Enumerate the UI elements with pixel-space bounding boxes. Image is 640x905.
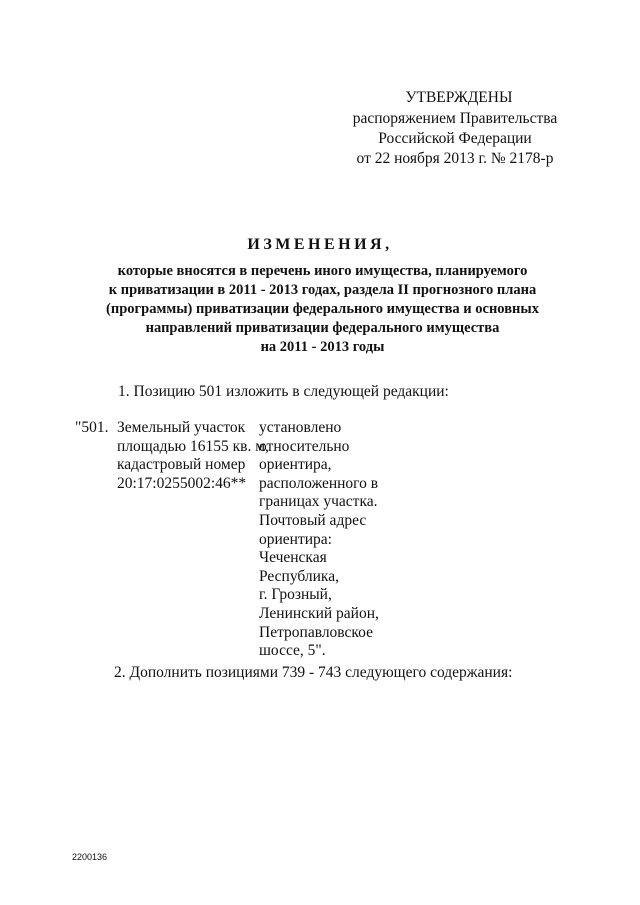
description-line: Земельный участок [117,419,246,436]
document-code: 2200136 [72,852,108,862]
approval-stamp [350,88,560,169]
location-line: ориентира, [259,456,332,474]
document-title: ИЗМЕНЕНИЯ, [247,236,393,253]
location-line: г. Грозный, [259,586,332,604]
approval-line: от 22 ноября 2013 г. № 2178-р [356,150,554,167]
description-line: кадастровый номер [117,456,246,474]
location-line: установлено [259,419,342,436]
document-subtitle [80,262,565,357]
subtitle-line: которые вносятся в перечень иного имущества, планируемого [117,263,528,279]
location-line: ориентира: [259,530,332,548]
location-line: границах участка. [259,493,378,511]
location-line: Республика, [259,567,339,585]
position-description [117,419,269,493]
location-line: Ленинский район, [259,604,379,622]
description-line: 20:17:0255002:46** [117,474,247,492]
approval-line: распоряжением Правительства [352,110,558,127]
subtitle-line: (программы) приватизации федерального имущества и основных [106,301,539,317]
subtitle-line: направлений приватизации федерального имущества [145,320,500,336]
location-line: Почтовый адрес [259,511,367,529]
subtitle-line: на 2011 - 2013 годы [260,339,385,355]
approval-line: Российской Федерации [378,130,532,147]
subtitle-line: к приватизации в 2011 - 2013 годах, раздела II прогнозного плана [108,282,537,298]
location-line: Чеченская [259,549,327,567]
location-line: Петропавловское [259,623,373,641]
description-line: площадью 16155 кв. м, [117,437,269,455]
location-line: шоссе, 5". [259,642,326,660]
paragraph-item-2: 2. Дополнить позициями 739 - 743 следующего содержания: [114,664,513,681]
location-line: расположенного в [259,474,379,492]
location-line: относительно [259,437,350,455]
paragraph-item-1: 1. Позицию 501 изложить в следующей редакции: [118,383,449,400]
position-number: "501. [75,419,109,436]
approval-title: УТВЕРЖДЕНЫ [405,89,513,106]
position-location [259,419,379,661]
